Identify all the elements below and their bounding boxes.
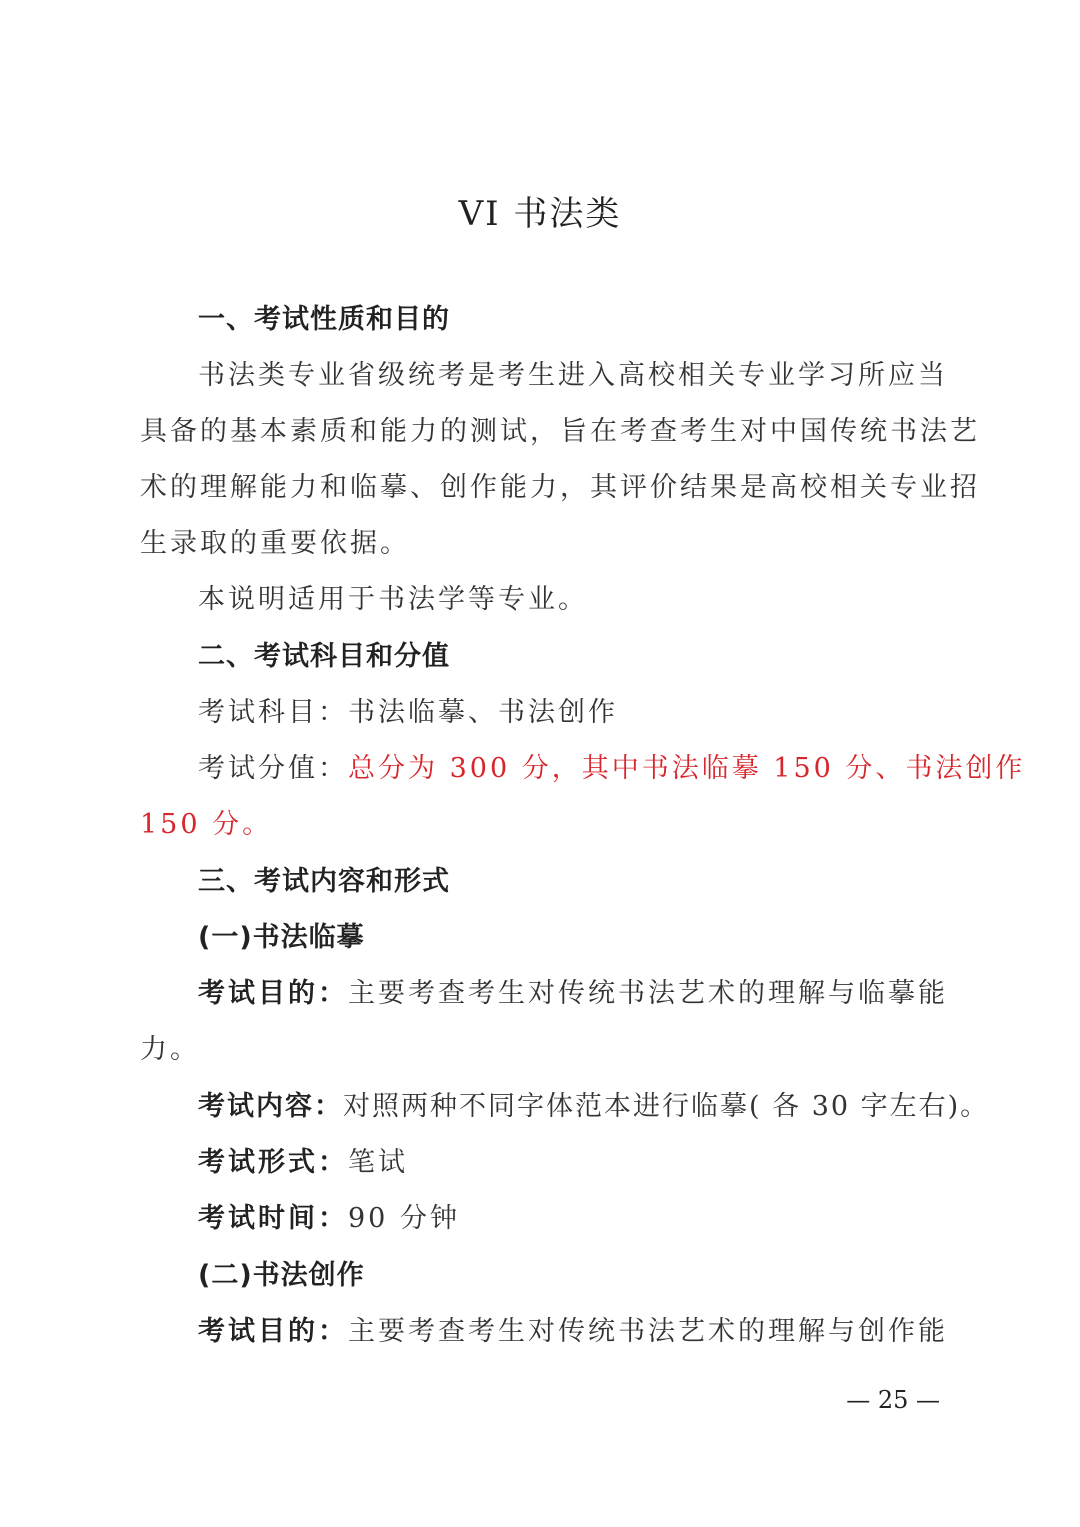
subsection-b-heading: (二)书法创作: [198, 1260, 365, 1291]
a-content-line: [198, 1087, 990, 1127]
s1-applicability-note: 本说明适用于书法学等专业。: [198, 584, 588, 615]
b-purpose-line-1: [198, 1312, 948, 1352]
a-content-value: 对照两种不同字体范本进行临摹( 各 30 字左右)。: [343, 1091, 990, 1122]
exam-score-line-2: 150 分。: [140, 809, 273, 840]
s1-paragraph-line-3: 术的理解能力和临摹、创作能力，其评价结果是高校相关专业招: [140, 472, 980, 503]
page-number: — 25 —: [846, 1386, 940, 1414]
s1-paragraph-line-1: 书法类专业省级统考是考生进入高校相关专业学习所应当: [198, 360, 948, 391]
exam-subjects-value: 书法临摹、书法创作: [348, 697, 618, 728]
page-title: VI 书法类: [458, 194, 622, 234]
exam-subjects-line: [198, 693, 940, 733]
section-1-heading: 一、考试性质和目的: [198, 304, 450, 335]
a-purpose-line-1: [198, 974, 948, 1014]
a-purpose-label: 考试目的：: [198, 978, 348, 1009]
a-purpose-line-2: 力。: [140, 1034, 200, 1065]
b-purpose-label: 考试目的：: [198, 1316, 348, 1347]
a-time-label: 考试时间：: [198, 1203, 348, 1234]
a-content-label: 考试内容：: [198, 1091, 343, 1122]
section-3-heading: 三、考试内容和形式: [198, 866, 450, 897]
a-form-label: 考试形式：: [198, 1147, 348, 1178]
a-form-value: 笔试: [348, 1147, 408, 1178]
b-purpose-value: 主要考查考生对传统书法艺术的理解与创作能: [348, 1316, 948, 1347]
section-2-heading: 二、考试科目和分值: [198, 641, 450, 672]
a-form-line: [198, 1143, 940, 1183]
s1-paragraph-line-4: 生录取的重要依据。: [140, 528, 410, 559]
a-purpose-value: 主要考查考生对传统书法艺术的理解与临摹能: [348, 978, 948, 1009]
exam-score-line-1: [198, 749, 1026, 789]
exam-subjects-label: 考试科目：: [198, 697, 348, 728]
a-time-line: [198, 1199, 940, 1239]
exam-score-label: 考试分值：: [198, 753, 348, 784]
a-time-value: 90 分钟: [348, 1203, 460, 1234]
s1-paragraph-line-2: 具备的基本素质和能力的测试，旨在考查考生对中国传统书法艺: [140, 416, 980, 447]
subsection-a-heading: (一)书法临摹: [198, 922, 365, 953]
exam-score-value-1: 总分为 300 分，其中书法临摹 150 分、书法创作: [348, 753, 1026, 784]
